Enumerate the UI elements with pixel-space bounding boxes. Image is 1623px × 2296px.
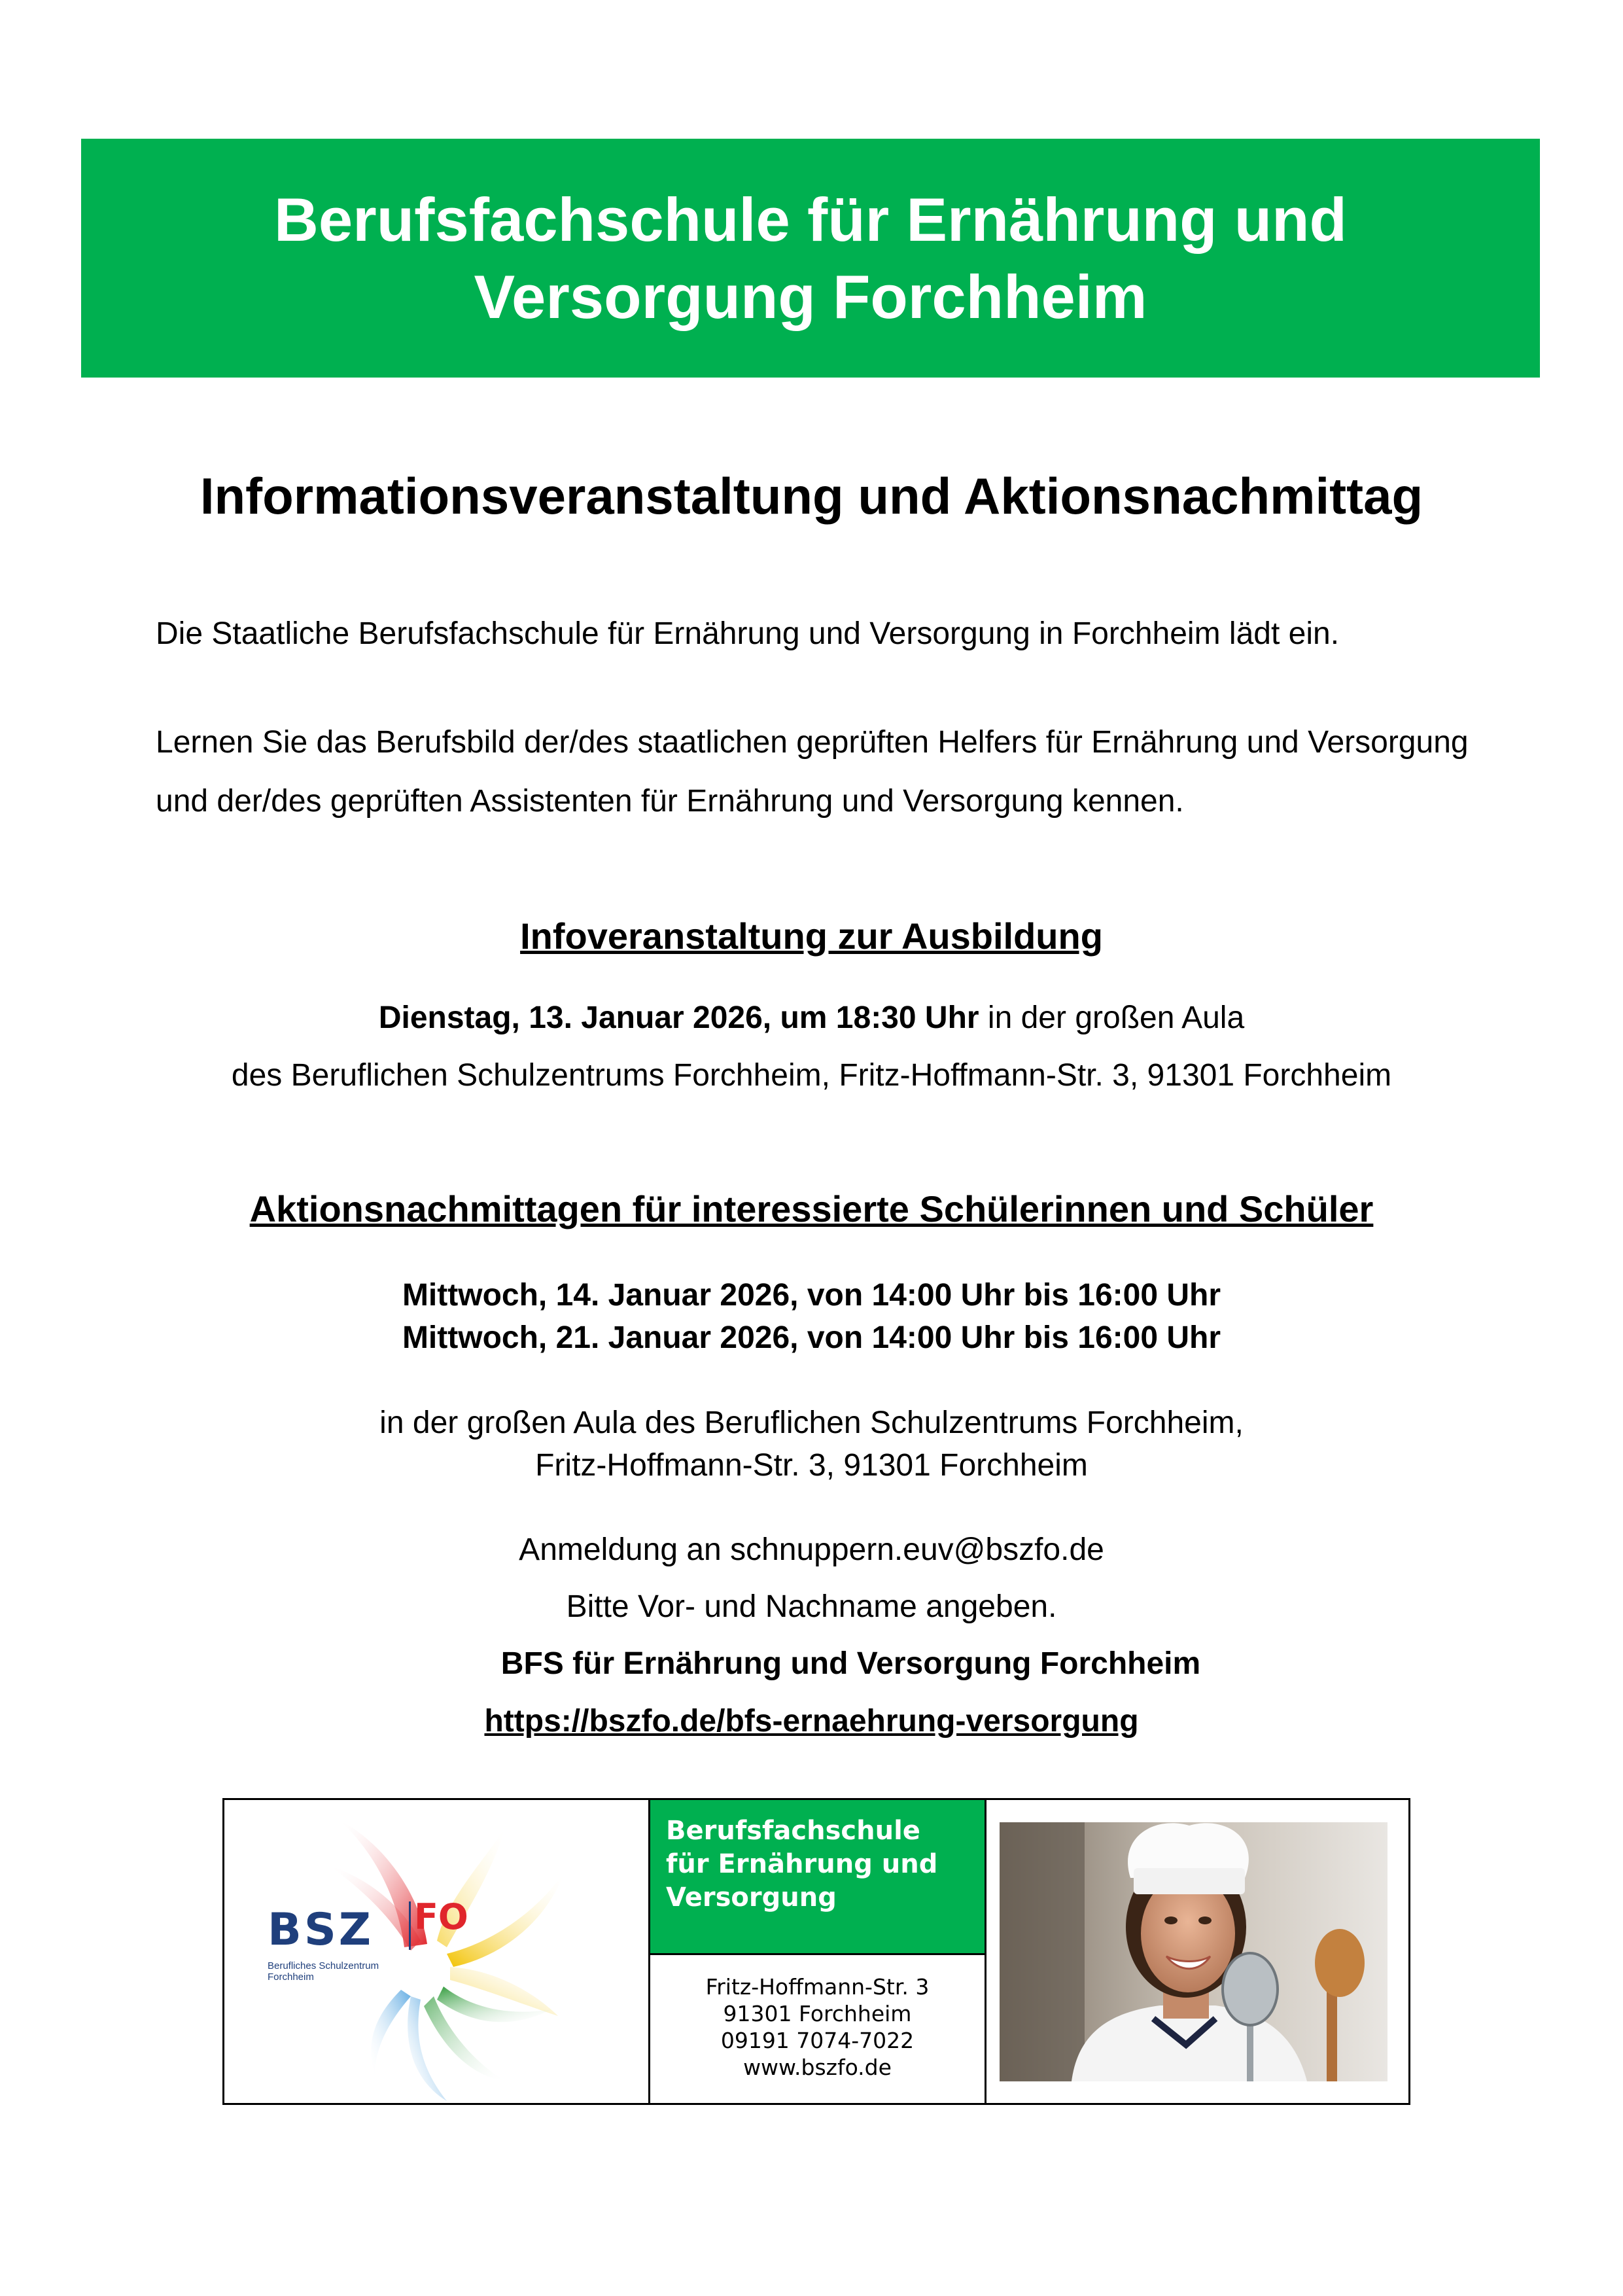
action-location-2: Fritz-Hoffmann-Str. 3, 91301 Forchheim (535, 1448, 1088, 1483)
address-street: Fritz-Hoffmann-Str. 3 (705, 1974, 930, 2000)
info-event-date-bold: Dienstag, 13. Januar 2026, um 18:30 Uhr (378, 1000, 979, 1035)
action-date-1: Mittwoch, 14. Januar 2026, von 14:00 Uhr bis 16:00 Uhr (402, 1278, 1221, 1313)
info-event-heading: Infoveranstaltung zur Ausbildung (520, 915, 1103, 957)
info-event-date (0, 1000, 1623, 1036)
address-phone: 09191 7074-7022 (720, 2028, 915, 2053)
address-website[interactable]: www.bszfo.de (743, 2055, 892, 2080)
signature: BFS für Ernährung und Versorgung Forchheim (500, 1646, 1201, 1681)
intro-paragraph-1: Die Staatliche Berufsfachschule für Ernährung und Versorgung in Forchheim lädt ein. (156, 616, 1340, 651)
logo-subtitle (268, 1960, 379, 1983)
logo-divider (409, 1901, 411, 1950)
footer-school-name (650, 1800, 985, 1953)
chef-photo-image (1000, 1822, 1387, 2081)
logo-sub-line-2: Forchheim (268, 1971, 314, 1983)
footer-address (650, 1973, 985, 2081)
logo-wordmark (268, 1896, 468, 1956)
header-banner (81, 139, 1540, 378)
address-city: 91301 Forchheim (723, 2001, 912, 2026)
page-title: Informationsveranstaltung und Aktionsnachmittag (200, 467, 1423, 525)
action-date-2: Mittwoch, 21. Januar 2026, von 14:00 Uhr bis 16:00 Uhr (402, 1320, 1221, 1355)
website-link[interactable]: https://bszfo.de/bfs-ernaehrung-versorgung (484, 1704, 1139, 1739)
registration-email: Anmeldung an schnuppern.euv@bszfo.de (519, 1532, 1104, 1567)
divider (650, 1953, 985, 1955)
school-name-line-3: Versorgung (666, 1882, 837, 1913)
registration-note: Bitte Vor- und Nachname angeben. (566, 1589, 1057, 1624)
footer-contact-column (648, 1800, 986, 2103)
intro-paragraph-2: Lernen Sie das Berufsbild der/des staatlichen geprüften Helfers für Ernährung und Versorgung und der/des geprüften Assistenten für Ernährung und Versorgung kennen. (156, 725, 1469, 819)
logo-bsz: BSZ (268, 1904, 374, 1956)
school-name-line-1: Berufsfachschule (666, 1816, 920, 1846)
chef-photo (986, 1800, 1408, 2103)
action-location-1: in der großen Aula des Beruflichen Schulzentrums Forchheim, (379, 1405, 1244, 1440)
school-title: Berufsfachschule für Ernährung und Versorgung Forchheim (274, 185, 1347, 331)
logo-fo: FO (414, 1896, 468, 1937)
info-event-location: des Beruflichen Schulzentrums Forchheim, Fritz-Hoffmann-Str. 3, 91301 Forchheim (231, 1058, 1392, 1093)
school-name-line-2: für Ernährung und (666, 1849, 938, 1879)
logo-sub-line-1: Berufliches Schulzentrum (268, 1960, 379, 1971)
bszfo-logo (224, 1800, 648, 2103)
action-heading: Aktionsnachmittagen für interessierte Schülerinnen und Schüler (249, 1188, 1374, 1229)
info-event-date-rest: in der großen Aula (979, 1000, 1245, 1035)
footer-box (222, 1798, 1410, 2105)
